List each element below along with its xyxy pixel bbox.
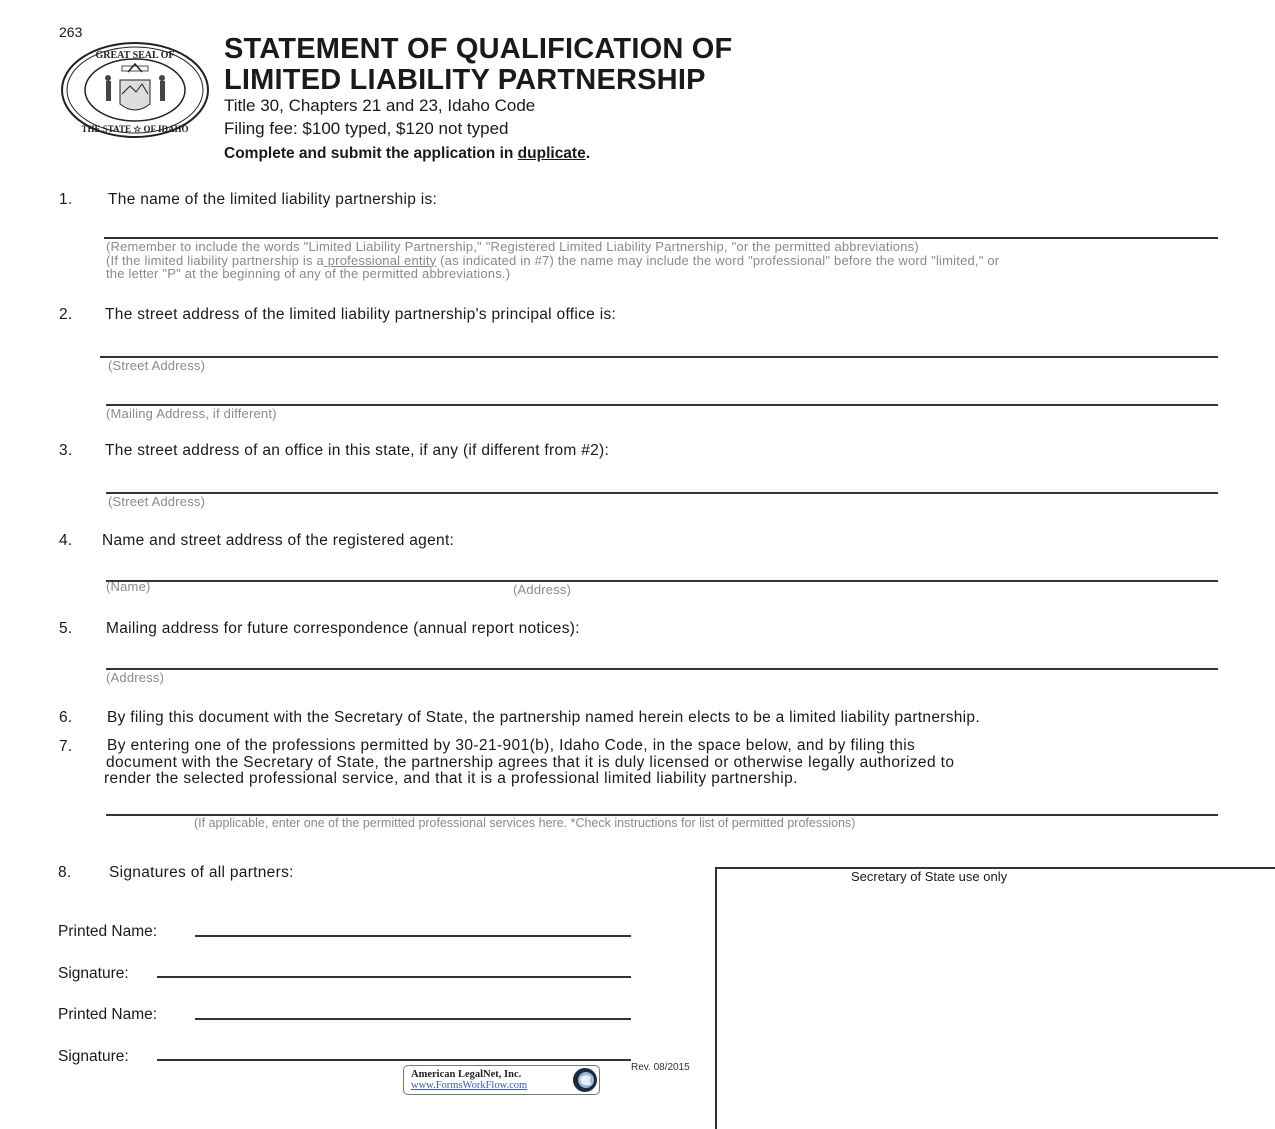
signature-label-1: Signature:: [58, 965, 129, 982]
state-office-address-hint: (Street Address): [108, 494, 206, 509]
filing-fee: Filing fee: $100 typed, $120 not typed: [224, 119, 509, 138]
professional-service-hint: (If applicable, enter one of the permitted professional services here. *Check instructions for list of permitted professions): [194, 816, 856, 830]
question-4: [59, 532, 1259, 552]
signature-label-2: Signature:: [58, 1048, 129, 1065]
correspondence-address-field[interactable]: [106, 668, 1218, 670]
form-number: 263: [59, 24, 83, 40]
secretary-of-state-use-box: [715, 867, 1275, 1129]
question-7-line-2: document with the Secretary of State, the partnership agrees that it is duly licensed or otherwise legally authorized to: [106, 754, 955, 771]
correspondence-address-hint: (Address): [106, 670, 165, 685]
printed-name-field-1[interactable]: [195, 935, 631, 937]
principal-street-address-field[interactable]: [100, 356, 1218, 358]
question-1: [59, 191, 1259, 211]
question-number: 8.: [58, 864, 72, 881]
agent-address-hint: (Address): [513, 582, 572, 597]
svg-text:THE STATE ☆ OF IDAHO: THE STATE ☆ OF IDAHO: [81, 124, 189, 134]
question-text: By filing this document with the Secretary of State, the partnership named herein elects to be a limited liability partnership.: [107, 709, 980, 726]
printed-name-field-2[interactable]: [195, 1018, 631, 1020]
agent-name-hint: (Name): [106, 579, 151, 594]
question-number: 1.: [59, 191, 73, 208]
question-7-line-3: render the selected professional service, and that it is a professional limited liability partnership.: [104, 770, 798, 787]
question-text: The street address of the limited liability partnership's principal office is:: [105, 306, 617, 323]
question-text: Mailing address for future correspondence (annual report notices):: [106, 620, 580, 637]
question-8: [58, 864, 658, 884]
question-7-number: 7.: [59, 738, 73, 755]
question-2: [59, 306, 1259, 326]
logo-company-name: American LegalNet, Inc.: [411, 1069, 522, 1080]
question-text: The street address of an office in this state, if any (if different from #2):: [105, 442, 610, 459]
question-text: Signatures of all partners:: [109, 864, 294, 881]
globe-icon: [572, 1067, 598, 1093]
printed-name-label-2: Printed Name:: [58, 1006, 158, 1023]
question-text: The name of the limited liability partnership is:: [108, 191, 438, 208]
title-line-2: LIMITED LIABILITY PARTNERSHIP: [224, 64, 706, 96]
forms-workflow-link[interactable]: www.FormsWorkFlow.com: [411, 1080, 528, 1091]
registered-agent-field[interactable]: [106, 580, 1218, 582]
question-3: [59, 442, 1259, 462]
statute-reference: Title 30, Chapters 21 and 23, Idaho Code: [224, 96, 536, 115]
partnership-name-hint: (Remember to include the words "Limited Liability Partnership," "Registered Limited Liability Partnership, "or the permitted abbreviations) (If the limited liability partnership is a professional entity (as indicated in #7) the name may include the word "professional" before the word "limited," or the letter "P" at the beginning of any of the permitted abbreviations.): [106, 239, 1000, 281]
state-office-address-field[interactable]: [106, 492, 1218, 494]
professional-entity-link: professional entity: [323, 252, 437, 268]
question-number: 6.: [59, 709, 73, 726]
form-title: [224, 34, 732, 96]
svg-text:GREAT SEAL OF: GREAT SEAL OF: [95, 50, 175, 61]
question-number: 3.: [59, 442, 73, 459]
question-7-line-1: By entering one of the professions permitted by 30-21-901(b), Idaho Code, in the space below, and by filing this: [107, 737, 916, 754]
question-number: 5.: [59, 620, 73, 637]
question-6: [59, 709, 1269, 729]
question-5: [59, 620, 1259, 640]
revision-date: Rev. 08/2015: [631, 1062, 690, 1073]
mailing-address-hint: (Mailing Address, if different): [106, 406, 277, 421]
question-number: 4.: [59, 532, 73, 549]
title-line-1: STATEMENT OF QUALIFICATION OF: [224, 33, 733, 65]
idaho-state-seal-icon: [60, 42, 210, 138]
sos-use-label: Secretary of State use only: [851, 869, 1008, 884]
question-text: Name and street address of the registered agent:: [102, 532, 455, 549]
duplicate-emphasis: duplicate: [517, 145, 586, 162]
question-number: 2.: [59, 306, 73, 323]
street-address-hint: (Street Address): [108, 358, 206, 373]
signature-field-1[interactable]: [157, 976, 631, 978]
american-legalnet-logo[interactable]: [403, 1065, 600, 1095]
submission-instruction: Complete and submit the application in duplicate.: [224, 145, 591, 162]
printed-name-label-1: Printed Name:: [58, 923, 158, 940]
signature-field-2[interactable]: [157, 1059, 631, 1061]
